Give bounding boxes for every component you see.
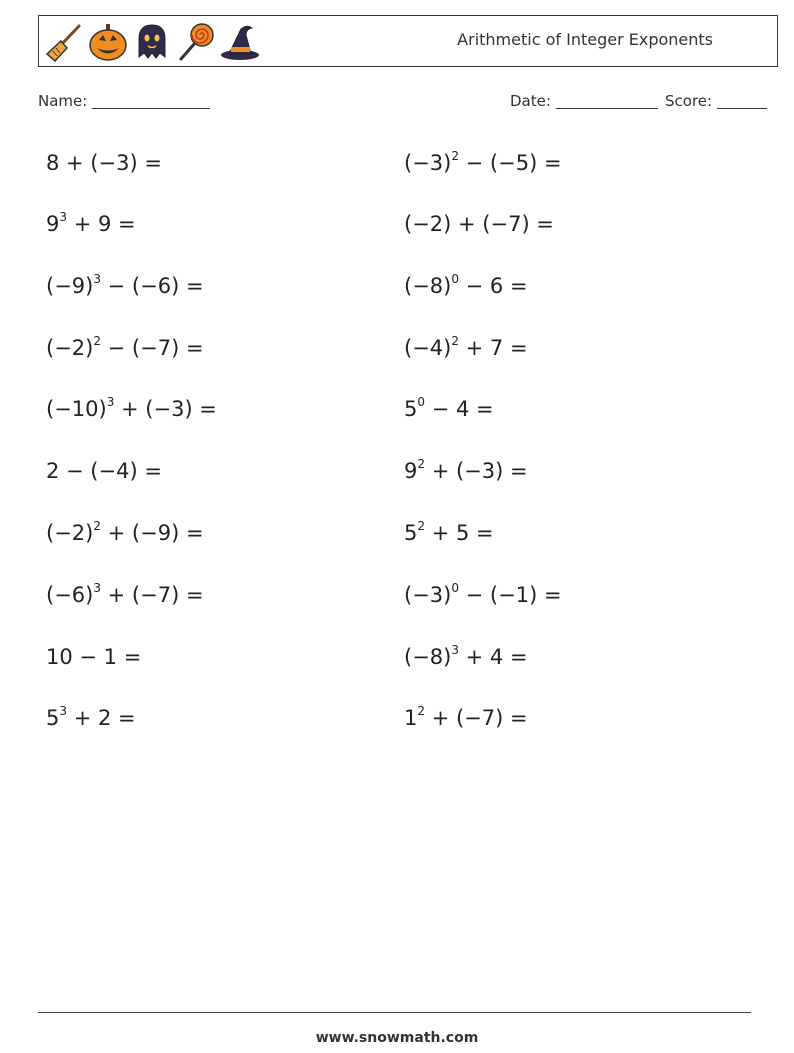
problem-right-8: $(-3)^0 - (-1)$ =	[404, 581, 562, 607]
problem-right-9: $(-8)^3 + 4$ =	[404, 643, 528, 669]
score-label: Score:	[665, 92, 713, 110]
problem-left-9: 10 − 1 =	[46, 645, 142, 669]
name-line[interactable]	[92, 92, 210, 109]
problem-left-1: 8 + (−3) =	[46, 151, 162, 175]
problem-right-2: (−2) + (−7) =	[404, 212, 554, 236]
problem-right-1: $(-3)^2 - (-5)$ =	[404, 149, 562, 175]
name-label: Name:	[38, 92, 88, 110]
score-field	[665, 92, 767, 110]
problem-right-7: $5^2 + 5$ =	[404, 519, 494, 545]
date-line[interactable]	[556, 92, 658, 109]
problem-left-5: $(-10)^3 + (-3)$ =	[46, 395, 217, 421]
problem-left-3: $(-9)^3 - (-6)$ =	[46, 272, 204, 298]
worksheet-title: Arithmetic of Integer Exponents	[457, 30, 713, 49]
header-box	[38, 15, 778, 67]
date-field	[510, 92, 658, 110]
problem-left-7: $(-2)^2 + (-9)$ =	[46, 519, 204, 545]
problem-right-3: $(-8)^0 - 6$ =	[404, 272, 528, 298]
problem-right-5: $5^0 - 4$ =	[404, 395, 494, 421]
problem-left-2: $9^3 + 9$ =	[46, 210, 136, 236]
date-label: Date:	[510, 92, 551, 110]
name-field	[38, 92, 210, 110]
problem-left-6: 2 − (−4) =	[46, 459, 162, 483]
score-line[interactable]	[717, 92, 767, 109]
problem-right-10: $1^2 + (-7)$ =	[404, 704, 528, 730]
problem-right-4: $(-4)^2 + 7$ =	[404, 334, 528, 360]
footer-divider	[38, 1012, 751, 1013]
problem-left-10: $5^3 + 2$ =	[46, 704, 136, 730]
footer-url[interactable]: www.snowmath.com	[315, 1030, 479, 1046]
problem-right-6: $9^2 + (-3)$ =	[404, 457, 528, 483]
problem-left-8: $(-6)^3 + (-7)$ =	[46, 581, 204, 607]
problem-left-4: $(-2)^2 - (-7)$ =	[46, 334, 204, 360]
